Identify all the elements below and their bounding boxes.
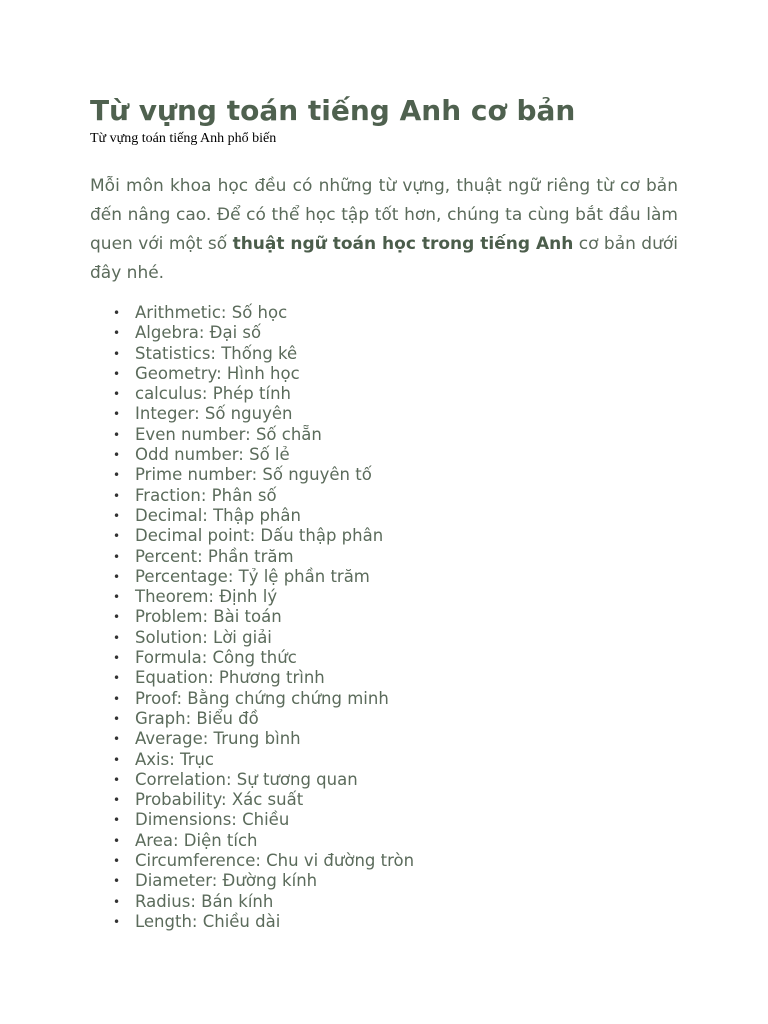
list-item-text: Axis: Trục (135, 749, 215, 769)
list-item (90, 689, 678, 709)
list-item-text: Probability: Xác suất (135, 790, 304, 810)
list-item-text: Even number: Số chẵn (135, 424, 322, 444)
list-item (90, 892, 678, 912)
list-item-text: Diameter: Đường kính (135, 871, 318, 891)
list-item-text: Length: Chiều dài (135, 911, 281, 931)
list-item (90, 790, 678, 810)
bullet-icon: • (113, 569, 121, 584)
document-page (90, 92, 678, 932)
list-item (90, 384, 678, 404)
list-item-text: Problem: Bài toán (135, 607, 282, 627)
bullet-icon: • (113, 874, 121, 889)
bullet-icon: • (113, 833, 121, 848)
list-item-text: Graph: Biểu đồ (135, 708, 259, 728)
list-item (90, 871, 678, 891)
bullet-icon: • (113, 549, 121, 564)
list-item (90, 668, 678, 688)
list-item-text: Radius: Bán kính (135, 891, 274, 911)
list-item-text: Statistics: Thống kê (135, 343, 298, 363)
list-item-text: Percent: Phần trăm (135, 546, 294, 566)
list-item (90, 465, 678, 485)
list-item (90, 323, 678, 343)
intro-paragraph (90, 172, 678, 288)
page-subtitle: Từ vựng toán tiếng Anh phổ biến (90, 131, 277, 146)
list-item (90, 628, 678, 648)
list-item-text: Decimal point: Dấu thập phân (135, 526, 384, 546)
bullet-icon: • (113, 671, 121, 686)
bullet-icon: • (113, 711, 121, 726)
page-title: Từ vựng toán tiếng Anh cơ bản (90, 94, 576, 127)
list-item (90, 567, 678, 587)
bullet-icon: • (113, 772, 121, 787)
bullet-icon: • (113, 914, 121, 929)
list-item (90, 770, 678, 790)
intro-bold-term: thuật ngữ toán học trong tiếng Anh (232, 234, 574, 254)
list-item (90, 648, 678, 668)
bullet-icon: • (113, 508, 121, 523)
list-item (90, 526, 678, 546)
list-item-text: Theorem: Định lý (135, 587, 278, 607)
bullet-icon: • (113, 691, 121, 706)
list-item (90, 404, 678, 424)
bullet-icon: • (113, 651, 121, 666)
list-item-text: Decimal: Thập phân (135, 505, 301, 525)
list-item-text: calculus: Phép tính (135, 384, 291, 404)
intro-text-after: cơ bản dưới đây nhé. (90, 234, 678, 283)
list-item-text: Formula: Công thức (135, 648, 297, 668)
list-item (90, 831, 678, 851)
bullet-icon: • (113, 732, 121, 747)
bullet-icon: • (113, 529, 121, 544)
vocabulary-list (90, 303, 678, 932)
bullet-icon: • (113, 488, 121, 503)
bullet-icon: • (113, 366, 121, 381)
list-item (90, 506, 678, 526)
bullet-icon: • (113, 407, 121, 422)
list-item-text: Equation: Phương trình (135, 668, 325, 688)
list-item (90, 486, 678, 506)
bullet-icon: • (113, 590, 121, 605)
bullet-icon: • (113, 468, 121, 483)
list-item (90, 547, 678, 567)
list-item-text: Area: Diện tích (135, 830, 258, 850)
list-item-text: Circumference: Chu vi đường tròn (135, 851, 415, 871)
list-item-text: Average: Trung bình (135, 729, 301, 749)
bullet-icon: • (113, 448, 121, 463)
list-item-text: Dimensions: Chiều (135, 810, 290, 830)
list-item (90, 729, 678, 749)
list-item-text: Solution: Lời giải (135, 627, 272, 647)
bullet-icon: • (113, 387, 121, 402)
list-item-text: Percentage: Tỷ lệ phần trăm (135, 566, 370, 586)
list-item (90, 344, 678, 364)
list-item (90, 750, 678, 770)
list-item-text: Correlation: Sự tương quan (135, 769, 358, 789)
list-item-text: Fraction: Phân số (135, 485, 277, 505)
list-item (90, 445, 678, 465)
list-item (90, 607, 678, 627)
bullet-icon: • (113, 630, 121, 645)
bullet-icon: • (113, 610, 121, 625)
list-item-text: Proof: Bằng chứng chứng minh (135, 688, 389, 708)
bullet-icon: • (113, 346, 121, 361)
list-item-text: Algebra: Đại số (135, 323, 262, 343)
list-item-text: Geometry: Hình học (135, 363, 300, 383)
intro-text-before: Mỗi môn khoa học đều có những từ vựng, thuật ngữ riêng từ cơ bản đến nâng cao. Để có thể học tập tốt hơn, chúng ta cùng bắt đầu làm quen với một số (90, 176, 678, 254)
list-item-text: Odd number: Số lẻ (135, 445, 290, 465)
list-item (90, 851, 678, 871)
list-item (90, 425, 678, 445)
list-item (90, 912, 678, 932)
list-item (90, 709, 678, 729)
list-item-text: Integer: Số nguyên (135, 404, 293, 424)
list-item (90, 587, 678, 607)
list-item-text: Prime number: Số nguyên tố (135, 465, 372, 485)
bullet-icon: • (113, 894, 121, 909)
bullet-icon: • (113, 326, 121, 341)
list-item (90, 303, 678, 323)
bullet-icon: • (113, 752, 121, 767)
bullet-icon: • (113, 306, 121, 320)
bullet-icon: • (113, 427, 121, 442)
bullet-icon: • (113, 854, 121, 869)
bullet-icon: • (113, 813, 121, 828)
list-item (90, 364, 678, 384)
bullet-icon: • (113, 793, 121, 808)
list-item (90, 810, 678, 830)
list-item-text: Arithmetic: Số học (135, 303, 288, 322)
